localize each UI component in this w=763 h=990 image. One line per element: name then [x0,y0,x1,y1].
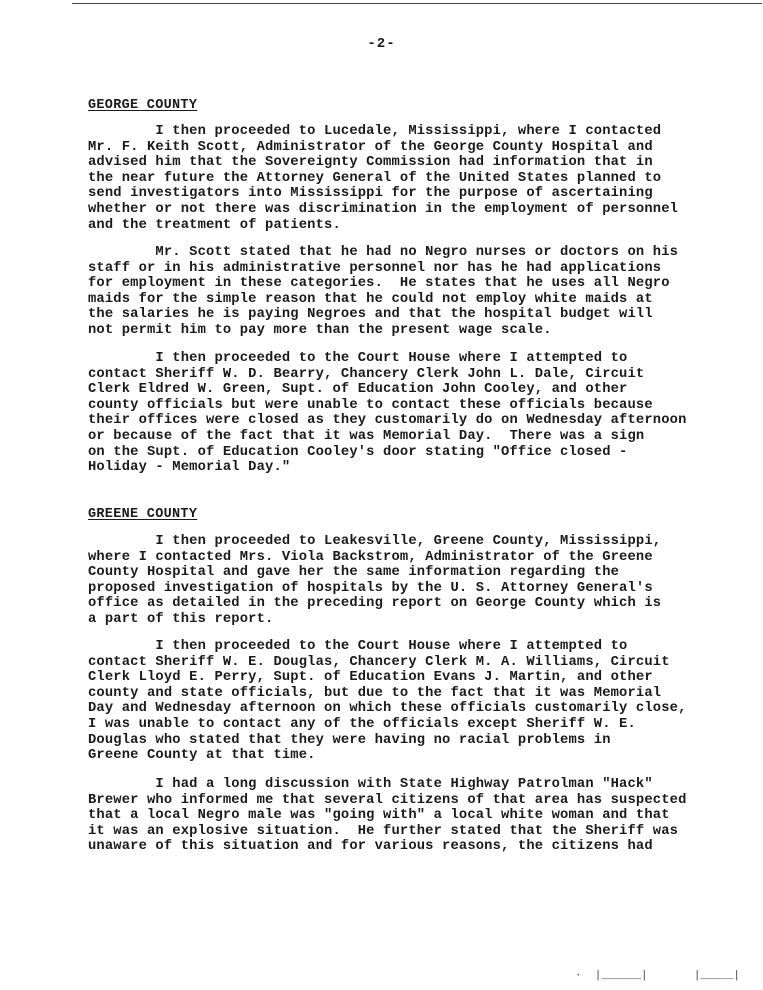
scan-edge-marks: · |______| |_____| [575,970,741,982]
paragraph-george-2: Mr. Scott stated that he had no Negro nurses or doctors on his staff or in his administrative personnel nor has he had applications for employment in these categories. He states that he uses all Negro maids for the simple reason that he could not employ white maids at the salaries he is paying Negroes and that the hospital budget will not permit him to pay more than the present wage scale. [88,245,679,338]
paragraph-greene-2: I then proceeded to the Court House where I attempted to contact Sheriff W. E. Douglas, Chancery Clerk M. A. Williams, Circuit Clerk Lloyd E. Perry, Supt. of Education Evans J. Martin, and other county and state officials, but due to the fact that it was Memorial Day and Wednesday afternoon on which these officials customarily close, I was unable to contact any of the officials except Sheriff W. E. Douglas who stated that they were having no racial problems in Greene County at that time. [88,639,687,764]
top-edge-rule [72,3,762,4]
paragraph-george-1: I then proceeded to Lucedale, Mississippi, where I contacted Mr. F. Keith Scott, Administrator of the George County Hospital and advised him that the Sovereignty Commission had information that in the near future the Attorney General of the United States planned to send investigators into Mississippi for the purpose of ascertaining whether or not there was discrimination in the employment of personnel and the treatment of patients. [88,124,679,233]
page-number: -2- [367,36,396,52]
paragraph-greene-3: I had a long discussion with State Highway Patrolman "Hack" Brewer who informed me that several citizens of that area has suspected that a local Negro male was "going with" a local white woman and that it was an explosive situation. He further stated that the Sheriff was unaware of this situation and for various reasons, the citizens had [88,777,687,855]
section-heading-george-county: GEORGE COUNTY [88,98,198,113]
section-heading-greene-county: GREENE COUNTY [88,507,198,522]
paragraph-george-3: I then proceeded to the Court House where I attempted to contact Sheriff W. D. Bearry, Chancery Clerk John L. Dale, Circuit Clerk Eldred W. Green, Supt. of Education John Cooley, and other county officials but were unable to contact these officials because their offices were closed as they customarily do on Wednesday afternoon or because of the fact that it was Memorial Day. There was a sign on the Supt. of Education Cooley's door stating "Office closed - Holiday - Memorial Day." [88,351,687,476]
paragraph-greene-1: I then proceeded to Leakesville, Greene County, Mississippi, where I contacted Mrs. Viola Backstrom, Administrator of the Greene County Hospital and gave her the same information regarding the proposed investigation of hospitals by the U. S. Attorney General's office as detailed in the preceding report on George County which is a part of this report. [88,534,662,627]
